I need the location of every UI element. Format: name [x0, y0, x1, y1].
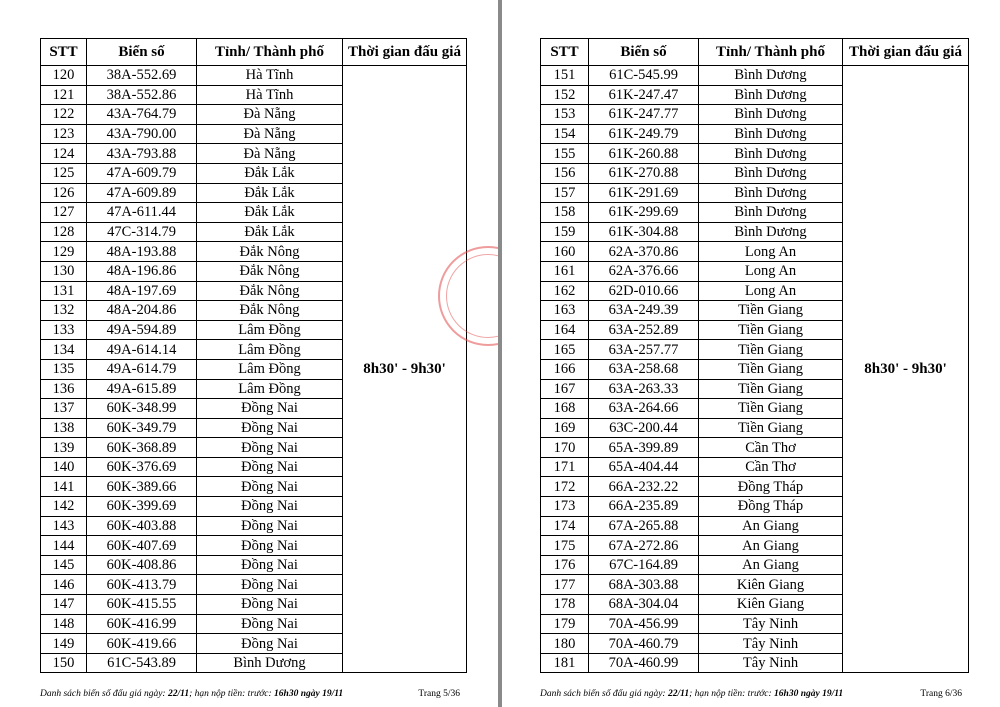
row-stt: 143 — [41, 516, 87, 536]
row-province: Đắk Lắk — [197, 203, 343, 223]
row-stt: 159 — [541, 222, 589, 242]
row-province: Bình Dương — [699, 66, 843, 86]
row-stt: 165 — [541, 340, 589, 360]
row-plate: 70A-460.79 — [589, 634, 699, 654]
row-plate: 63C-200.44 — [589, 418, 699, 438]
row-province: Đồng Nai — [197, 614, 343, 634]
row-province: Bình Dương — [197, 653, 343, 673]
row-province: Bình Dương — [699, 222, 843, 242]
row-province: Tây Ninh — [699, 634, 843, 654]
row-province: Đắk Nông — [197, 261, 343, 281]
row-stt: 138 — [41, 418, 87, 438]
row-province: Long An — [699, 281, 843, 301]
header-plate: Biển số — [87, 39, 197, 66]
row-province: Cần Thơ — [699, 457, 843, 477]
row-province: Bình Dương — [699, 105, 843, 125]
header-stt: STT — [41, 39, 87, 66]
row-plate: 60K-408.86 — [87, 555, 197, 575]
row-province: Đồng Nai — [197, 595, 343, 615]
row-plate: 47A-609.79 — [87, 163, 197, 183]
row-province: Đà Nẵng — [197, 105, 343, 125]
row-plate: 60K-415.55 — [87, 595, 197, 615]
row-province: Đồng Nai — [197, 418, 343, 438]
row-plate: 61K-299.69 — [589, 203, 699, 223]
row-province: Bình Dương — [699, 183, 843, 203]
row-plate: 61C-545.99 — [589, 66, 699, 86]
row-stt: 161 — [541, 261, 589, 281]
table-header-row — [541, 39, 969, 66]
row-plate: 60K-376.69 — [87, 457, 197, 477]
row-province: Bình Dương — [699, 163, 843, 183]
row-stt: 167 — [541, 379, 589, 399]
row-stt: 132 — [41, 301, 87, 321]
row-stt: 120 — [41, 66, 87, 86]
row-plate: 62A-376.66 — [589, 261, 699, 281]
row-plate: 38A-552.86 — [87, 85, 197, 105]
row-province: Kiên Giang — [699, 575, 843, 595]
row-plate: 60K-419.66 — [87, 634, 197, 654]
table-header-row — [41, 39, 467, 66]
row-province: Tây Ninh — [699, 614, 843, 634]
table-body-right — [541, 66, 969, 673]
red-seal-stamp — [438, 246, 498, 346]
row-plate: 49A-594.89 — [87, 320, 197, 340]
row-stt: 145 — [41, 555, 87, 575]
row-province: Đồng Nai — [197, 438, 343, 458]
row-stt: 162 — [541, 281, 589, 301]
row-plate: 66A-232.22 — [589, 477, 699, 497]
row-stt: 158 — [541, 203, 589, 223]
row-plate: 63A-264.66 — [589, 399, 699, 419]
row-province: Đồng Tháp — [699, 497, 843, 517]
row-province: Đồng Nai — [197, 497, 343, 517]
row-province: Hà Tĩnh — [197, 66, 343, 86]
row-stt: 139 — [41, 438, 87, 458]
row-province: Tiền Giang — [699, 320, 843, 340]
row-plate: 67C-164.89 — [589, 555, 699, 575]
row-stt: 121 — [41, 85, 87, 105]
row-province: Đắk Lắk — [197, 222, 343, 242]
row-stt: 181 — [541, 653, 589, 673]
row-stt: 170 — [541, 438, 589, 458]
row-stt: 176 — [541, 555, 589, 575]
row-stt: 180 — [541, 634, 589, 654]
row-plate: 61K-291.69 — [589, 183, 699, 203]
row-stt: 160 — [541, 242, 589, 262]
row-plate: 43A-793.88 — [87, 144, 197, 164]
page-right — [502, 0, 1000, 707]
header-stt: STT — [541, 39, 589, 66]
page-number-right: Trang 6/36 — [920, 689, 962, 699]
row-plate: 63A-252.89 — [589, 320, 699, 340]
row-stt: 125 — [41, 163, 87, 183]
row-stt: 127 — [41, 203, 87, 223]
row-province: Đồng Nai — [197, 457, 343, 477]
row-stt: 133 — [41, 320, 87, 340]
row-plate: 47A-611.44 — [87, 203, 197, 223]
row-stt: 155 — [541, 144, 589, 164]
row-stt: 157 — [541, 183, 589, 203]
row-plate: 61K-270.88 — [589, 163, 699, 183]
row-plate: 70A-456.99 — [589, 614, 699, 634]
table-row — [541, 66, 969, 86]
row-plate: 60K-368.89 — [87, 438, 197, 458]
row-province: Đồng Nai — [197, 575, 343, 595]
row-plate: 47A-609.89 — [87, 183, 197, 203]
row-plate: 62A-370.86 — [589, 242, 699, 262]
row-stt: 149 — [41, 634, 87, 654]
row-stt: 123 — [41, 124, 87, 144]
row-plate: 60K-407.69 — [87, 536, 197, 556]
row-stt: 163 — [541, 301, 589, 321]
row-province: Đắk Lắk — [197, 183, 343, 203]
row-plate: 49A-614.79 — [87, 359, 197, 379]
row-province: Tiền Giang — [699, 379, 843, 399]
row-stt: 140 — [41, 457, 87, 477]
auction-time-cell: 8h30' - 9h30' — [343, 66, 467, 673]
row-stt: 174 — [541, 516, 589, 536]
row-plate: 60K-399.69 — [87, 497, 197, 517]
row-province: Tây Ninh — [699, 653, 843, 673]
row-province: Đồng Nai — [197, 399, 343, 419]
row-plate: 68A-304.04 — [589, 595, 699, 615]
page-number-left: Trang 5/36 — [418, 689, 460, 699]
row-stt: 172 — [541, 477, 589, 497]
row-province: An Giang — [699, 555, 843, 575]
row-plate: 49A-614.14 — [87, 340, 197, 360]
row-plate: 63A-257.77 — [589, 340, 699, 360]
row-plate: 60K-403.88 — [87, 516, 197, 536]
row-province: Đồng Nai — [197, 555, 343, 575]
row-plate: 65A-399.89 — [589, 438, 699, 458]
row-province: Đồng Tháp — [699, 477, 843, 497]
row-plate: 68A-303.88 — [589, 575, 699, 595]
row-province: Đồng Nai — [197, 516, 343, 536]
row-plate: 61K-249.79 — [589, 124, 699, 144]
row-province: Tiền Giang — [699, 399, 843, 419]
auction-time-cell: 8h30' - 9h30' — [843, 66, 969, 673]
row-province: Lâm Đồng — [197, 340, 343, 360]
row-plate: 61C-543.89 — [87, 653, 197, 673]
row-plate: 49A-615.89 — [87, 379, 197, 399]
row-stt: 178 — [541, 595, 589, 615]
row-province: Bình Dương — [699, 85, 843, 105]
row-stt: 131 — [41, 281, 87, 301]
row-plate: 48A-196.86 — [87, 261, 197, 281]
row-province: Tiền Giang — [699, 301, 843, 321]
row-plate: 60K-348.99 — [87, 399, 197, 419]
header-province: Tỉnh/ Thành phố — [699, 39, 843, 66]
row-stt: 166 — [541, 359, 589, 379]
row-plate: 43A-790.00 — [87, 124, 197, 144]
row-stt: 130 — [41, 261, 87, 281]
row-stt: 151 — [541, 66, 589, 86]
row-province: Đắk Nông — [197, 281, 343, 301]
row-stt: 171 — [541, 457, 589, 477]
row-plate: 61K-247.77 — [589, 105, 699, 125]
row-province: Tiền Giang — [699, 418, 843, 438]
row-stt: 128 — [41, 222, 87, 242]
row-plate: 70A-460.99 — [589, 653, 699, 673]
row-stt: 156 — [541, 163, 589, 183]
row-stt: 147 — [41, 595, 87, 615]
page-footer-right: Danh sách biển số đấu giá ngày: 22/11; hạn nộp tiền: trước: 16h30 ngày 19/11 — [540, 689, 844, 699]
row-plate: 62D-010.66 — [589, 281, 699, 301]
row-plate: 65A-404.44 — [589, 457, 699, 477]
row-province: An Giang — [699, 516, 843, 536]
row-stt: 169 — [541, 418, 589, 438]
row-stt: 144 — [41, 536, 87, 556]
row-plate: 38A-552.69 — [87, 66, 197, 86]
row-stt: 148 — [41, 614, 87, 634]
row-province: Kiên Giang — [699, 595, 843, 615]
row-stt: 142 — [41, 497, 87, 517]
row-plate: 63A-249.39 — [589, 301, 699, 321]
header-province: Tỉnh/ Thành phố — [197, 39, 343, 66]
row-stt: 152 — [541, 85, 589, 105]
row-plate: 61K-247.47 — [589, 85, 699, 105]
row-stt: 134 — [41, 340, 87, 360]
row-province: Bình Dương — [699, 144, 843, 164]
row-stt: 146 — [41, 575, 87, 595]
row-stt: 164 — [541, 320, 589, 340]
row-plate: 60K-389.66 — [87, 477, 197, 497]
row-province: Đắk Lắk — [197, 163, 343, 183]
row-stt: 126 — [41, 183, 87, 203]
row-province: Tiền Giang — [699, 340, 843, 360]
row-province: Đà Nẵng — [197, 124, 343, 144]
table-body-left — [41, 66, 467, 673]
row-province: Bình Dương — [699, 124, 843, 144]
row-province: Lâm Đồng — [197, 359, 343, 379]
row-stt: 122 — [41, 105, 87, 125]
plate-table-right — [540, 38, 969, 673]
row-province: Bình Dương — [699, 203, 843, 223]
row-plate: 43A-764.79 — [87, 105, 197, 125]
row-stt: 173 — [541, 497, 589, 517]
row-stt: 137 — [41, 399, 87, 419]
row-stt: 124 — [41, 144, 87, 164]
row-plate: 48A-197.69 — [87, 281, 197, 301]
row-stt: 141 — [41, 477, 87, 497]
row-plate: 47C-314.79 — [87, 222, 197, 242]
row-plate: 66A-235.89 — [589, 497, 699, 517]
row-province: Đồng Nai — [197, 536, 343, 556]
row-province: Đắk Nông — [197, 301, 343, 321]
row-province: Tiền Giang — [699, 359, 843, 379]
row-plate: 60K-349.79 — [87, 418, 197, 438]
row-plate: 48A-193.88 — [87, 242, 197, 262]
row-province: Long An — [699, 242, 843, 262]
row-plate: 48A-204.86 — [87, 301, 197, 321]
row-province: Đà Nẵng — [197, 144, 343, 164]
row-province: Đồng Nai — [197, 477, 343, 497]
row-plate: 60K-413.79 — [87, 575, 197, 595]
row-plate: 67A-265.88 — [589, 516, 699, 536]
row-plate: 63A-258.68 — [589, 359, 699, 379]
row-plate: 61K-260.88 — [589, 144, 699, 164]
header-plate: Biển số — [589, 39, 699, 66]
row-stt: 177 — [541, 575, 589, 595]
table-row — [41, 66, 467, 86]
row-province: Đắk Nông — [197, 242, 343, 262]
row-province: Lâm Đồng — [197, 379, 343, 399]
row-stt: 175 — [541, 536, 589, 556]
row-stt: 136 — [41, 379, 87, 399]
row-stt: 150 — [41, 653, 87, 673]
row-province: Đồng Nai — [197, 634, 343, 654]
header-time: Thời gian đấu giá — [343, 39, 467, 66]
header-time: Thời gian đấu giá — [843, 39, 969, 66]
plate-table-left — [40, 38, 467, 673]
row-plate: 61K-304.88 — [589, 222, 699, 242]
row-plate: 63A-263.33 — [589, 379, 699, 399]
page-left — [0, 0, 498, 707]
row-province: Hà Tĩnh — [197, 85, 343, 105]
page-footer-left: Danh sách biển số đấu giá ngày: 22/11; hạn nộp tiền: trước: 16h30 ngày 19/11 — [40, 689, 344, 699]
row-province: An Giang — [699, 536, 843, 556]
row-stt: 168 — [541, 399, 589, 419]
row-stt: 129 — [41, 242, 87, 262]
row-stt: 154 — [541, 124, 589, 144]
row-province: Long An — [699, 261, 843, 281]
row-stt: 153 — [541, 105, 589, 125]
row-stt: 179 — [541, 614, 589, 634]
row-stt: 135 — [41, 359, 87, 379]
row-province: Lâm Đồng — [197, 320, 343, 340]
row-plate: 60K-416.99 — [87, 614, 197, 634]
row-plate: 67A-272.86 — [589, 536, 699, 556]
row-province: Cần Thơ — [699, 438, 843, 458]
